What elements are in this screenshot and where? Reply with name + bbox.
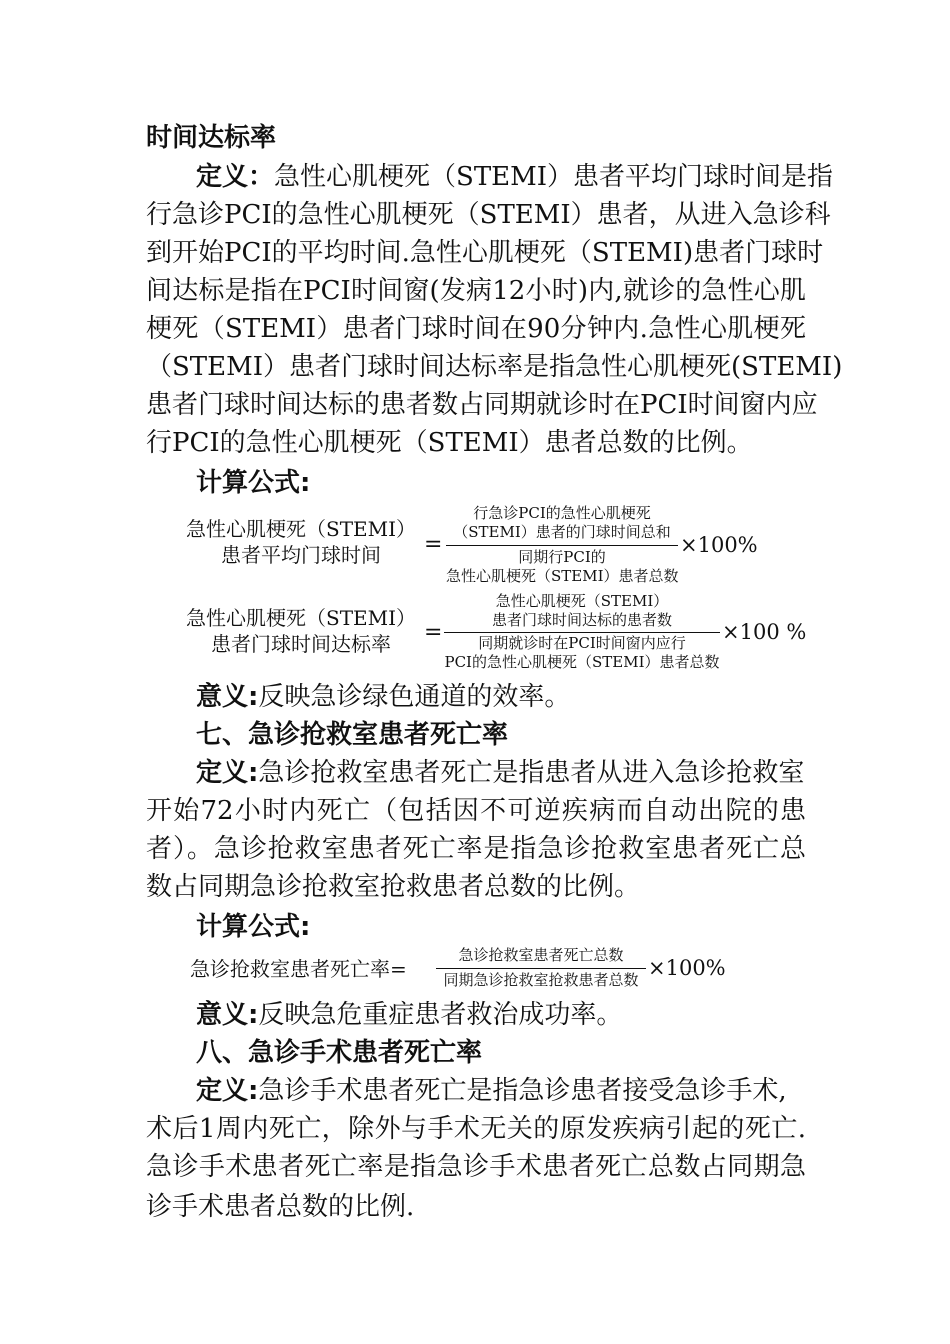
formula-label: 计算公式:: [196, 912, 311, 942]
formula-numerator: [444, 592, 720, 630]
definition-line: 开始72小时内死亡（包括因不可逆疾病而自动出院的患: [146, 796, 806, 826]
numerator-line: 急性心肌梗死（STEMI）: [495, 592, 669, 610]
definition-line: [196, 756, 804, 790]
fraction-bar: [444, 632, 720, 633]
meaning-label: 意义:: [196, 682, 259, 712]
equals-sign: =: [424, 620, 443, 645]
definition-line: 梗死（STEMI）患者门球时间在90分钟内.急性心肌梗死: [146, 314, 806, 344]
definition-line: 数占同期急诊抢救室抢救患者总数的比例。: [146, 872, 641, 902]
percent-multiplier: ×100%: [648, 956, 726, 980]
denominator-line: PCI的急性心肌梗死（STEMI）患者总数: [444, 653, 720, 671]
formula-numerator: 急诊抢救室患者死亡总数: [458, 946, 624, 964]
fraction-bar: [436, 968, 646, 969]
formula-lhs-line: 患者门球时间达标率: [211, 632, 391, 656]
percent-multiplier: ×100%: [680, 533, 758, 557]
definition-line: 诊手术患者总数的比例.: [146, 1192, 415, 1222]
formula-lhs-line: 急性心肌梗死（STEMI）: [186, 517, 417, 541]
formula-label: 计算公式:: [196, 468, 311, 498]
section-heading: 七、急诊抢救室患者死亡率: [196, 720, 509, 750]
formula-lhs-line: 急性心肌梗死（STEMI）: [186, 606, 417, 630]
definition-line: 间达标是指在PCI时间窗(发病12小时)内,就诊的急性心肌: [146, 276, 806, 306]
section-title-continuation: 时间达标率: [146, 123, 277, 153]
equals-sign: =: [424, 532, 443, 557]
denominator-line: 同期行PCI的: [518, 548, 606, 566]
formula-numerator: [446, 504, 678, 542]
definition-text: 急性心肌梗死（STEMI）患者平均门球时间是指: [274, 162, 834, 192]
definition-label: 定义：: [196, 162, 275, 192]
meaning-text: 反映急诊绿色通道的效率。: [258, 682, 571, 712]
definition-line: 到开始PCI的平均时间.急性心肌梗死（STEMI)患者门球时: [146, 238, 824, 268]
meaning-text: 反映急危重症患者救治成功率。: [258, 1000, 623, 1030]
formula-denominator: 同期急诊抢救室抢救患者总数: [443, 971, 639, 989]
numerator-line: 行急诊PCI的急性心肌梗死: [473, 504, 651, 522]
definition-line: 者）。急诊抢救室患者死亡率是指急诊抢救室患者死亡总: [146, 834, 806, 864]
formula-denominator: [444, 634, 720, 672]
formula-lhs-line: 患者平均门球时间: [221, 543, 381, 567]
formula-denominator: [446, 548, 678, 586]
formula-lhs: [186, 516, 416, 568]
numerator-line: 患者门球时间达标的患者数: [491, 611, 672, 629]
formula-lhs: [186, 605, 416, 657]
definition-line: 行急诊PCI的急性心肌梗死（STEMI）患者，从进入急诊科: [146, 200, 831, 230]
denominator-line: 急性心肌梗死（STEMI）患者总数: [446, 567, 679, 585]
definition-line: 急诊手术患者死亡率是指急诊手术患者死亡总数占同期急: [146, 1152, 806, 1182]
definition-line: [196, 1074, 787, 1108]
section-heading: 八、急诊手术患者死亡率: [196, 1038, 483, 1068]
definition-label: 定义:: [196, 1076, 259, 1106]
definition-line: 术后1周内死亡，除外与手术无关的原发疾病引起的死亡.: [146, 1114, 806, 1144]
meaning-line: [196, 998, 622, 1032]
fraction-bar: [446, 545, 678, 546]
definition-line: 患者门球时间达标的患者数占同期就诊时在PCI时间窗内应: [146, 390, 818, 420]
denominator-line: 同期就诊时在PCI时间窗内应行: [478, 634, 686, 652]
definition-line: 行PCI的急性心肌梗死（STEMI）患者总数的比例。: [146, 428, 753, 458]
definition-text: 急诊抢救室患者死亡是指患者从进入急诊抢救室: [258, 758, 805, 788]
meaning-line: [196, 680, 570, 714]
percent-multiplier: ×100 %: [722, 620, 807, 644]
formula-lhs: 急诊抢救室患者死亡率=: [190, 957, 407, 981]
meaning-label: 意义:: [196, 1000, 259, 1030]
numerator-line: （STEMI）患者的门球时间总和: [453, 523, 671, 541]
definition-line: （STEMI）患者门球时间达标率是指急性心肌梗死(STEMI): [146, 352, 843, 382]
definition-label: 定义:: [196, 758, 259, 788]
definition-text: 急诊手术患者死亡是指急诊患者接受急诊手术,: [258, 1076, 787, 1106]
definition-line: [196, 160, 833, 194]
